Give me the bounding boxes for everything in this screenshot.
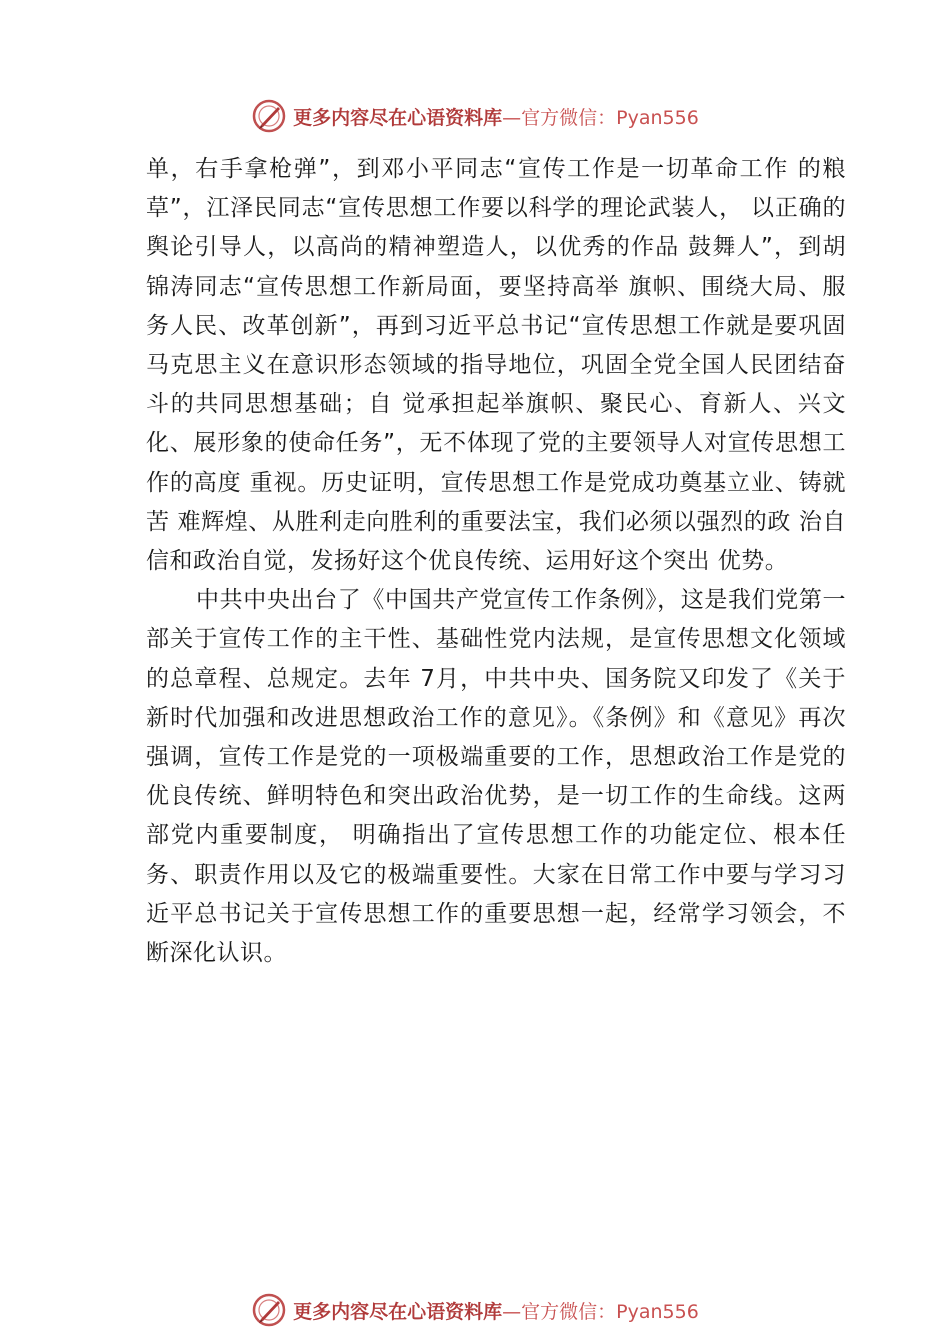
header-banner-title: 更多内容尽在心语资料库 [293, 106, 503, 129]
footer-banner-inner [251, 1292, 699, 1328]
footer-banner-wechat: —官方微信：Pyan556 [502, 1300, 699, 1323]
header-banner-wechat: —官方微信：Pyan556 [502, 106, 699, 129]
header-banner [0, 96, 950, 136]
pen-logo-icon [251, 1292, 287, 1328]
paragraph-2: 中共中央出台了《中国共产党宣传工作条例》，这是我们党第一部关于宣传工作的主干性、基础性党内法规，是宣传思想文化领域的总章程、总规定。去年 7月，中共中央、国务院又印发了《关于新时代加强和改进思想政治工作的意见》。《条例》和《意见》再次强调，宣传工作是党的一项极端重要的工作，思想政治工作是党的优良传统、鲜明特色和突出政治优势，是一切工作的生命线。这两部党内重要制度， 明确指出了宣传思想工作的功能定位、根本任务、职责作用以及它的极端重要性。大家在日常工作中要与学习习近平总书记关于宣传思想工作的重要思想一起，经常学习领会，不断深化认识。 [146, 587, 846, 967]
footer-banner-title: 更多内容尽在心语资料库 [293, 1300, 503, 1323]
document-body [146, 150, 846, 973]
header-banner-inner [251, 98, 699, 134]
paragraph-1: 单，右手拿枪弹”，到邓小平同志“宣传工作是一切革命工作 的粮草”，江泽民同志“宣传思想工作要以科学的理论武装人， 以正确的舆论引导人，以高尚的精神塑造人，以优秀的作品 鼓舞人”，到胡锦涛同志“宣传思想工作新局面，要坚持高举 旗帜、围绕大局、服务人民、改革创新”，再到习近平总书记“宣传思想工作就是要巩固马克思主义在意识形态领域的指导地位，巩固全党全国人民团结奋斗的共同思想基础；自 觉承担起举旗帜、聚民心、育新人、兴文化、展形象的使命任务”，无不体现了党的主要领导人对宣传思想工作的高度 重视。历史证明，宣传思想工作是党成功奠基立业、铸就苦 难辉煌、从胜利走向胜利的重要法宝，我们必须以强烈的政 治自信和政治自觉，发扬好这个优良传统、运用好这个突出 优势。 [146, 156, 846, 575]
footer-banner [0, 1290, 950, 1330]
pen-logo-icon [251, 98, 287, 134]
